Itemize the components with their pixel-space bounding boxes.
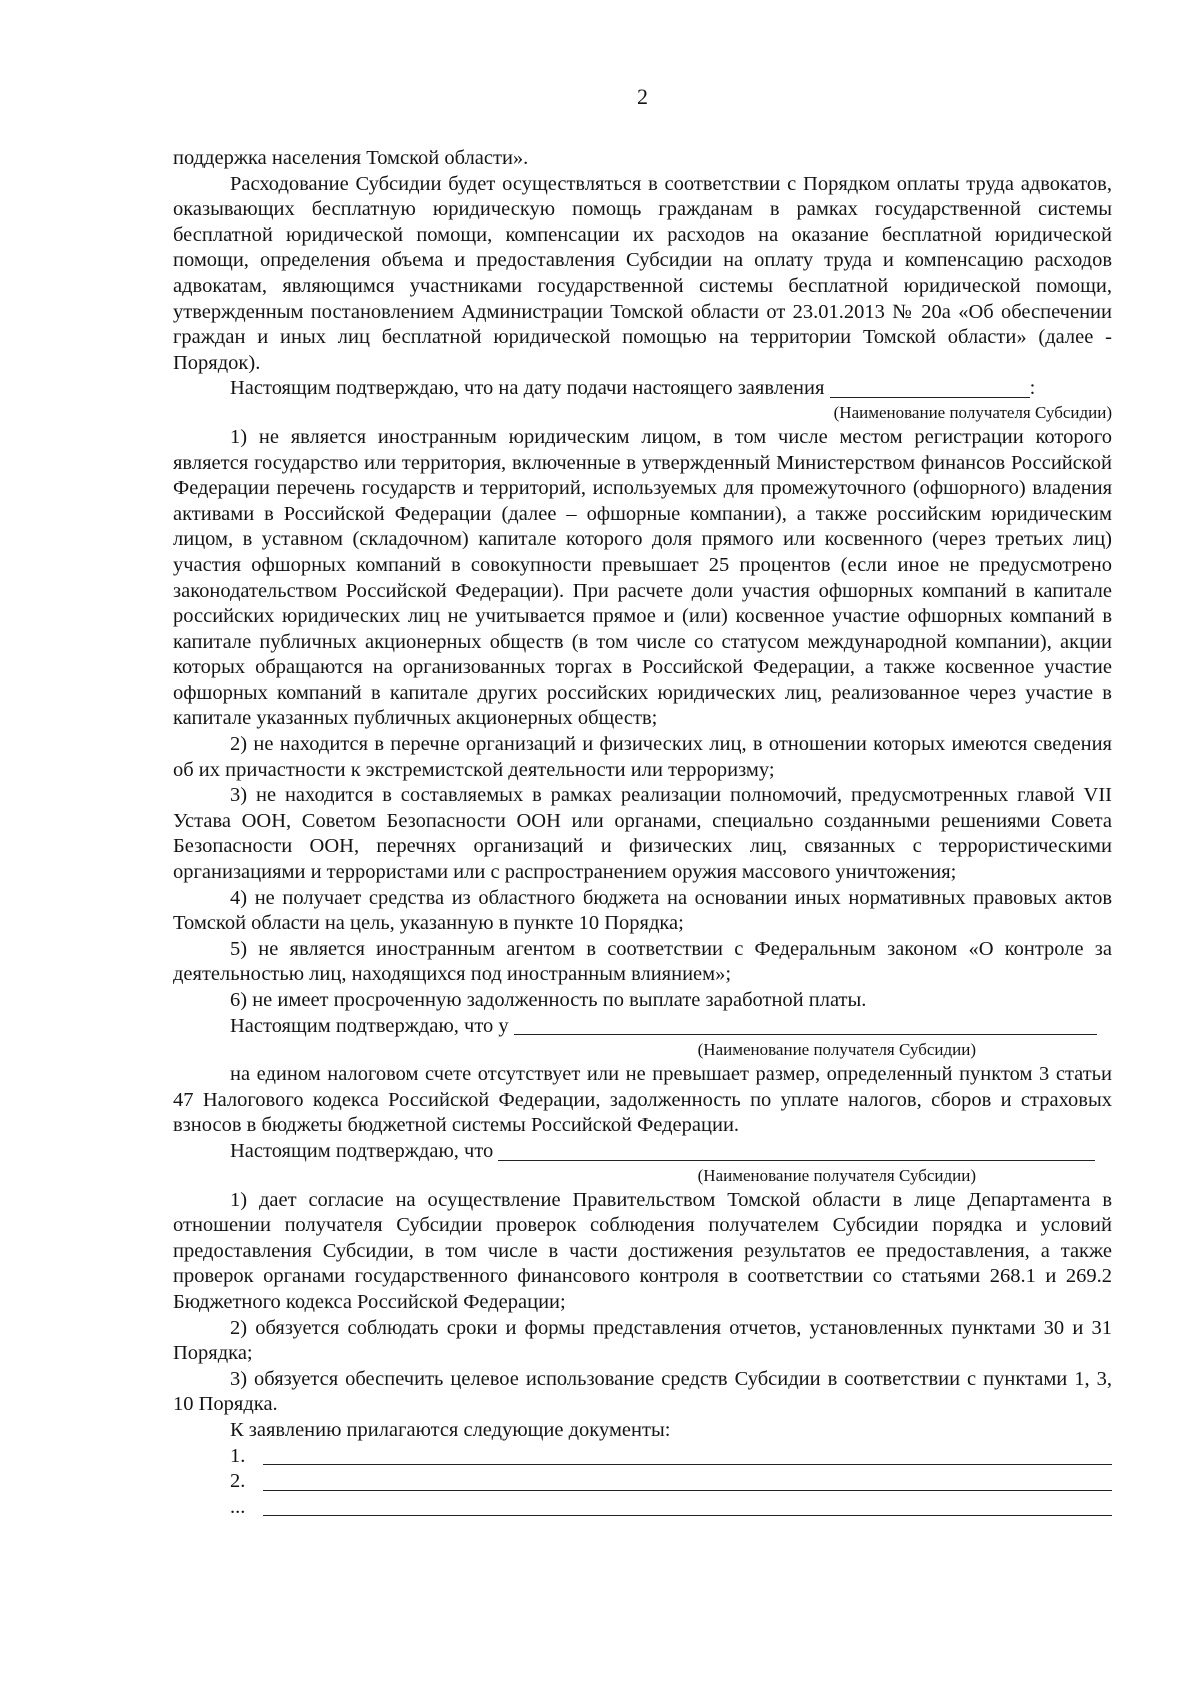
attachment-field[interactable] [263, 1495, 1112, 1516]
attachment-line-1 [173, 1444, 1112, 1470]
confirmation-line-1 [173, 376, 1112, 402]
paragraph-tax-debt: на едином налоговом счете отсутствует или не превышает размер, определенный пунктом 3 статьи 47 Налогового кодекса Российской Федерации, задолженность по уплате налогов, сборов и страховых взносов в бюджеты бюджетной системы Российской Федерации. [173, 1063, 1112, 1137]
list-item-regional-budget: 4) не получает средства из областного бюджета на основании иных нормативных правовых актов Томской области на цель, указанную в пункте 10 Порядка; [173, 886, 1112, 935]
confirmation-label-3: Настоящим подтверждаю, что [230, 1139, 499, 1162]
attachment-field[interactable] [263, 1444, 1112, 1465]
paragraph-subsidy-spending: Расходование Субсидии будет осуществляться в соответствии с Порядком оплаты труда адвокатов, оказывающих бесплатную юридическую помощь гражданам в рамках государственной системы бесплатной юридической помощи, компенсации их расходов на оказание бесплатной юридической помощи, определения объема и предоставления Субсидии на оплату труда и компенсацию расходов адвокатам, являющимся участниками государственной системы бесплатной юридической помощи, утвержденным постановлением Администрации Томской области от 23.01.2013 № 20а «Об обеспечении граждан и иных лиц бесплатной юридической помощью на территории Томской области» (далее - Порядок). [173, 172, 1112, 374]
recipient-name-field-1[interactable] [830, 377, 1030, 398]
attachment-number: 1. [230, 1444, 246, 1467]
confirmation-label-1: Настоящим подтверждаю, что на дату подачи настоящего заявления [230, 377, 830, 400]
list-item-reporting: 2) обязуется соблюдать сроки и формы представления отчетов, установленных пунктами 30 и 31 Порядка; [173, 1316, 1112, 1365]
list-item-offshore: 1) не является иностранным юридическим лицом, в том числе местом регистрации которого является государство или территория, включенные в утвержденный Министерством финансов Российской Федерации перечень государств и территорий, используемых для промежуточного (офшорного) владения активами в Российской Федерации (далее – офшорные компании), а также российским юридическим лицом, в уставном (складочном) капитале которого доля прямого или косвенного (через третьих лиц) участия офшорных компаний в совокупности превышает 25 процентов (если иное не предусмотрено законодательством Российской Федерации). При расчете доли участия офшорных компаний в капитале российских юридических лиц не учитывается прямое и (или) косвенное участие офшорных компаний в капитале публичных акционерных обществ (в том числе со статусом международной компании), акции которых обращаются на организованных торгах в Российской Федерации, а также косвенное участие офшорных компаний в капитале других российских юридических лиц, реализованное через участие в капитале указанных публичных акционерных обществ; [173, 425, 1112, 730]
confirmation-line-2 [173, 1014, 1112, 1040]
attachments-heading: К заявлению прилагаются следующие документы: [230, 1418, 671, 1441]
recipient-caption-1: (Наименование получателя Субсидии) [833, 402, 1112, 422]
recipient-caption-3: (Наименование получателя Субсидии) [697, 1165, 976, 1185]
paragraph-continuation: поддержка населения Томской области». [173, 147, 529, 169]
list-item-un-sanctions: 3) не находится в составляемых в рамках реализации полномочий, предусмотренных главой VII Устава ООН, Советом Безопасности ООН или органами, специально созданными решениями Совета Безопасности ООН, перечнях организаций и физических лиц, связанных с террористическими организациями и террористами или с распространением оружия массового уничтожения; [173, 784, 1112, 884]
confirmation-label-2: Настоящим подтверждаю, что у [230, 1014, 514, 1037]
list-item-extremism: 2) не находится в перечне организаций и физических лиц, в отношении которых имеются сведения об их причастности к экстремистской деятельности или терроризму; [173, 733, 1112, 781]
attachment-field[interactable] [263, 1470, 1112, 1491]
recipient-name-field-3[interactable] [498, 1140, 1095, 1161]
list-item-foreign-agent: 5) не является иностранным агентом в соответствии с Федеральным законом «О контроле за деятельностью лиц, находящихся под иностранным влиянием»; [173, 937, 1112, 986]
confirmation-colon: : [1029, 377, 1036, 400]
attachment-line-2 [173, 1469, 1112, 1495]
recipient-caption-2: (Наименование получателя Субсидии) [697, 1040, 976, 1060]
recipient-name-field-2[interactable] [514, 1014, 1097, 1035]
attachment-line-3 [173, 1495, 1112, 1521]
list-item-consent-checks: 1) дает согласие на осуществление Правительством Томской области в лице Департамента в отношении получателя Субсидии проверок соблюдения получателем Субсидии порядка и условий предоставления Субсидии, в том числе в части достижения результатов ее предоставления, а также проверок органами государственного финансового контроля в соответствии со статьями 268.1 и 269.2 Бюджетного кодекса Российской Федерации; [173, 1188, 1112, 1313]
page-number: 2 [637, 84, 648, 109]
attachment-number: 2. [230, 1470, 246, 1493]
list-item-salary-debt: 6) не имеет просроченную задолженность по выплате заработной платы. [230, 989, 867, 1011]
document-body [173, 146, 1112, 1520]
confirmation-line-3 [173, 1139, 1112, 1165]
attachment-number: ... [230, 1495, 246, 1518]
list-item-target-use: 3) обязуется обеспечить целевое использование средств Субсидии в соответствии с пунктами 1, 3, 10 Порядка. [173, 1367, 1112, 1416]
